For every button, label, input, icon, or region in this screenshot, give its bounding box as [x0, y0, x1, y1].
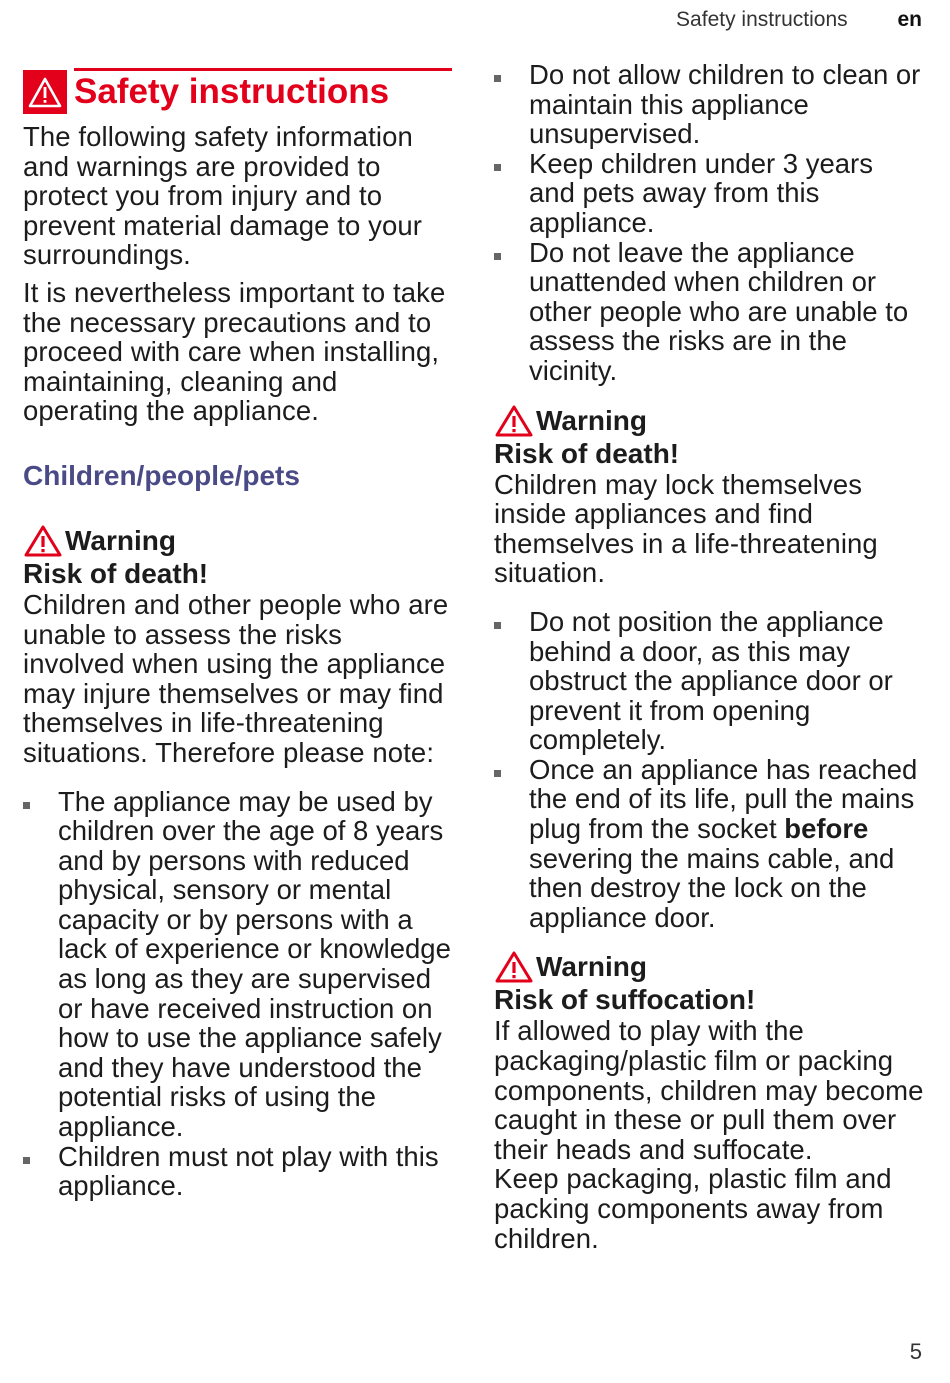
section-heading-children: Children/people/pets: [23, 459, 300, 491]
page-number: 5: [909, 1339, 922, 1364]
bullet-list-b: [494, 607, 924, 933]
intro-paragraph-1: The following safety information and warnings are provided to protect you from injury and to prevent material damage to your surroundings.: [23, 121, 423, 271]
warning-text: Children may lock themselves inside appliances and find themselves in a life-threatening situation.: [494, 468, 878, 589]
header-language: en: [897, 8, 922, 31]
header-section-title: Safety instructions: [676, 8, 848, 31]
warning-heading: [23, 524, 451, 558]
warning-heading: [494, 404, 924, 438]
list-item: Do not leave the appliance unattended when children or other people who are unable to assess the risks are in the vicinity.: [494, 238, 924, 386]
list-item: Keep children under 3 years and pets away from this appliance.: [494, 149, 924, 238]
warning-text-2: Keep packaging, plastic film and packing components away from children.: [494, 1163, 892, 1254]
bullet-list-a-continued: [494, 60, 924, 386]
left-column: [23, 62, 451, 1201]
list-item: Once an appliance has reached the end of its life, pull the mains plug from the socket before severing the mains cable, and then destroy the lock on the appliance door.: [494, 755, 924, 933]
warning-text: Children and other people who are unable to assess the risks involved when using the appliance may injure themselves or may find themselves in life-threatening situations. Therefore please note:: [23, 588, 449, 768]
warning-block-3: [494, 950, 924, 1253]
risk-heading: Risk of death!: [23, 557, 209, 589]
warning-label: Warning: [536, 951, 647, 983]
warning-label: Warning: [65, 524, 176, 556]
warning-block-2: [494, 404, 924, 588]
warning-triangle-icon: [494, 950, 534, 984]
list-item: The appliance may be used by children over the age of 8 years and by persons with reduced physical, sensory or mental capacity or by persons with a lack of experience or knowledge as long as they are supervised or have received instruction on how to use the appliance safely and they have understood the potential risks of using the appliance.: [23, 787, 451, 1142]
warning-block-1: [23, 524, 451, 768]
warning-text: If allowed to play with the packaging/plastic film or packing components, children may become caught in these or pull them over their heads and suffocate.: [494, 1015, 924, 1165]
list-item: Children must not play with this appliance.: [23, 1142, 451, 1201]
risk-heading: Risk of death!: [494, 437, 680, 469]
warning-triangle-icon: [494, 404, 534, 438]
warning-box-icon: [23, 70, 67, 114]
warning-label: Warning: [536, 404, 647, 436]
warning-triangle-icon: [23, 524, 63, 558]
title-text: Safety instructions: [74, 72, 390, 111]
right-column: [494, 60, 924, 1253]
list-item: Do not allow children to clean or maintain this appliance unsupervised.: [494, 60, 924, 149]
intro-paragraph-2: It is nevertheless important to take the necessary precautions and to proceed with care when installing, maintaining, cleaning and operating the appliance.: [23, 276, 446, 427]
list-item: Do not position the appliance behind a door, as this may obstruct the appliance door or prevent it from opening completely.: [494, 607, 924, 755]
bullet-list-a: [23, 787, 451, 1201]
page-title: [23, 70, 451, 114]
page-header: [676, 8, 922, 32]
warning-heading: [494, 950, 924, 984]
risk-heading: Risk of suffocation!: [494, 984, 756, 1016]
